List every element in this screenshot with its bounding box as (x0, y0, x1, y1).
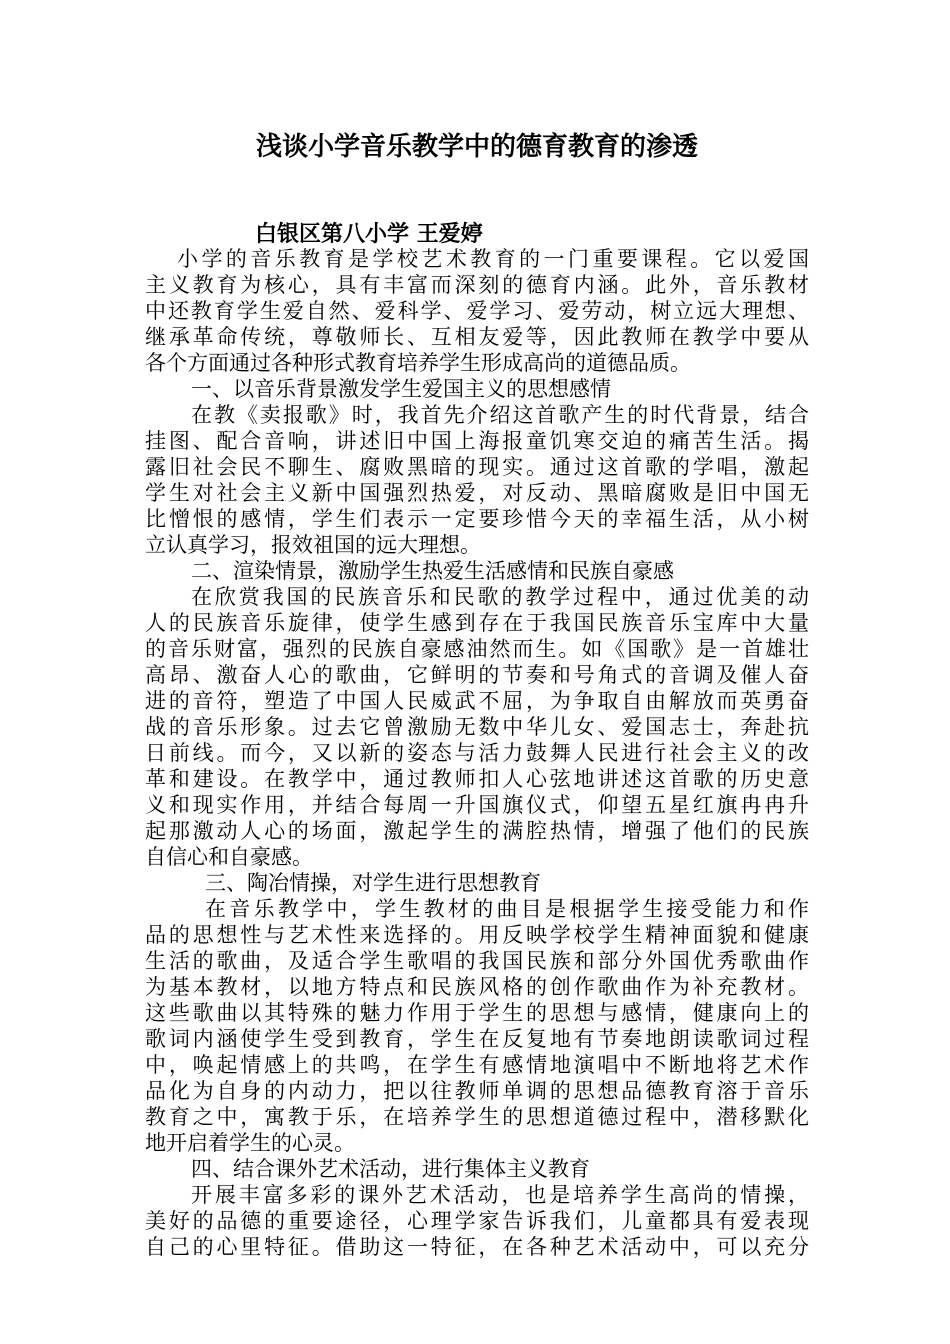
text-line: 挂图、配合音响，讲述旧中国上海报童饥寒交迫的痛苦生活。揭 (145, 429, 809, 453)
text-line: 教育之中，寓教于乐，在培养学生的思想道德过程中，潜移默化 (145, 1105, 809, 1129)
text-line: 进的音符，塑造了中国人民威武不屈，为争取自由解放而英勇奋 (145, 689, 809, 713)
text-line: 露旧社会民不聊生、腐败黑暗的现实。通过这首歌的学唱，激起 (145, 455, 809, 479)
text-line: 在音乐教学中，学生教材的曲目是根据学生接受能力和作 (205, 897, 809, 921)
text-line: 立认真学习，报效祖国的远大理想。 (145, 533, 481, 557)
text-line: 小学的音乐教育是学校艺术教育的一门重要课程。它以爱国 (177, 247, 809, 271)
text-line: 在欣赏我国的民族音乐和民歌的教学过程中，通过优美的动 (191, 585, 809, 609)
text-line: 人的民族音乐旋律，使学生感到存在于我国民族音乐宝库中大量 (145, 611, 809, 635)
text-line: 战的音乐形象。过去它曾激励无数中华儿女、爱国志士，奔赴抗 (145, 715, 809, 739)
text-line: 生活的歌曲，及适合学生歌唱的我国民族和部分外国优秀歌曲作 (145, 949, 809, 973)
document-title: 浅谈小学音乐教学中的德育教育的渗透 (255, 132, 698, 162)
text-line: 学生对社会主义新中国强烈热爱，对反动、黑暗腐败是旧中国无 (145, 481, 809, 505)
text-line: 二、渲染情景，激励学生热爱生活感情和民族自豪感 (191, 559, 674, 583)
text-line: 为基本教材，以地方特点和民族风格的创作歌曲作为补充教材。 (145, 975, 809, 999)
text-line: 一、以音乐背景激发学生爱国主义的思想感情 (191, 377, 611, 401)
text-line: 在教《卖报歌》时，我首先介绍这首歌产生的时代背景，结合 (191, 403, 809, 427)
document-author: 白银区第八小学 王爱婷 (255, 221, 483, 247)
text-line: 革和建设。在教学中，通过教师扣人心弦地讲述这首歌的历史意 (145, 767, 809, 791)
text-line: 自信心和自豪感。 (145, 845, 313, 869)
text-line: 地开启着学生的心灵。 (145, 1131, 355, 1155)
text-line: 三、陶冶情操，对学生进行思想教育 (205, 871, 541, 895)
text-line: 中还教育学生爱自然、爱科学、爱学习、爱劳动，树立远大理想、 (145, 299, 809, 323)
text-line: 各个方面通过各种形式教育培养学生形成高尚的道德品质。 (145, 351, 691, 375)
text-line: 日前线。而今，又以新的姿态与活力鼓舞人民进行社会主义的改 (145, 741, 809, 765)
text-line: 美好的品德的重要途径，心理学家告诉我们，儿童都具有爱表现 (145, 1209, 809, 1233)
document-body (145, 246, 809, 1260)
text-line: 起那激动人心的场面，激起学生的满腔热情，增强了他们的民族 (145, 819, 809, 843)
text-line: 继承革命传统，尊敬师长、互相友爱等，因此教师在教学中要从 (145, 325, 809, 349)
text-line: 的音乐财富，强烈的民族自豪感油然而生。如《国歌》是一首雄壮 (145, 637, 809, 661)
text-line: 这些歌曲以其特殊的魅力作用于学生的思想与感情，健康向上的 (145, 1001, 809, 1025)
text-line: 自己的心里特征。借助这一特征，在各种艺术活动中，可以充分 (145, 1235, 809, 1259)
text-line: 义和现实作用，并结合每周一升国旗仪式，仰望五星红旗冉冉升 (145, 793, 809, 817)
text-line: 品化为自身的内动力，把以往教师单调的思想品德教育溶于音乐 (145, 1079, 809, 1103)
text-line: 开展丰富多彩的课外艺术活动，也是培养学生高尚的情操， (191, 1183, 809, 1207)
text-line: 歌词内涵使学生受到教育，学生在反复地有节奏地朗读歌词过程 (145, 1027, 809, 1051)
text-line: 主义教育为核心，具有丰富而深刻的德育内涵。此外，音乐教材 (145, 273, 809, 297)
text-line: 比憎恨的感情，学生们表示一定要珍惜今天的幸福生活，从小树 (145, 507, 809, 531)
text-line: 四、结合课外艺术活动，进行集体主义教育 (191, 1157, 590, 1181)
text-line: 品的思想性与艺术性来选择的。用反映学校学生精神面貌和健康 (145, 923, 809, 947)
text-line: 中，唤起情感上的共鸣，在学生有感情地演唱中不断地将艺术作 (145, 1053, 809, 1077)
text-line: 高昂、激奋人心的歌曲，它鲜明的节奏和号角式的音调及催人奋 (145, 663, 809, 687)
